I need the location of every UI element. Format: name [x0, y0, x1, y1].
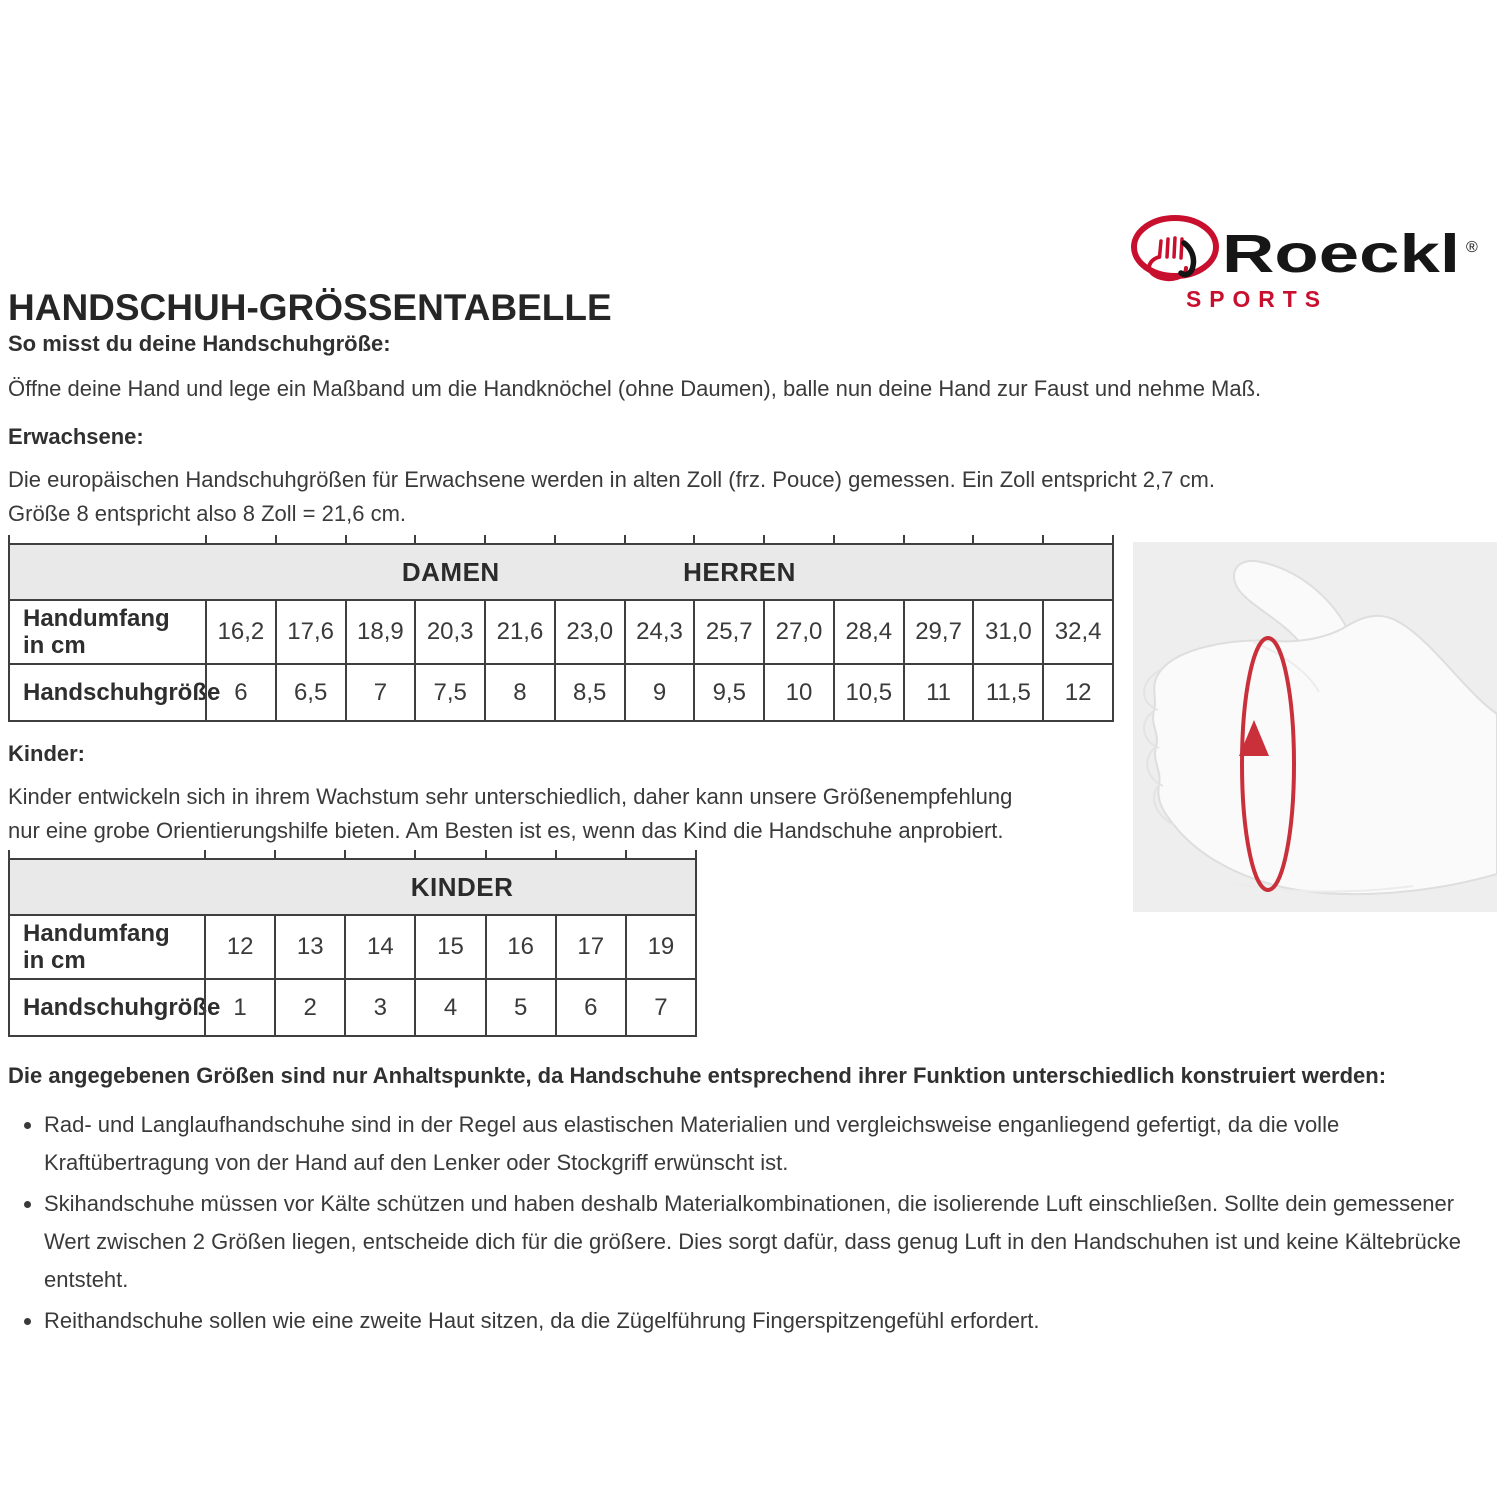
- kids-section: [8, 740, 1498, 848]
- circumference-cell: 16,2: [205, 601, 275, 663]
- circumference-cell: 12: [204, 916, 274, 978]
- circumference-cell: 31,0: [972, 601, 1042, 663]
- roeckl-sports-logo: [1128, 214, 1493, 316]
- glove-size-cell: 6,5: [275, 665, 345, 720]
- table-top-ticks: [10, 535, 1112, 543]
- circumference-cell: 23,0: [554, 601, 624, 663]
- circumference-cell: 32,4: [1042, 601, 1112, 663]
- table-top-ticks: [10, 850, 695, 858]
- kids-circumference-row: [10, 916, 695, 978]
- glove-size-cell: 9: [624, 665, 694, 720]
- glove-size-cell: 8,5: [554, 665, 624, 720]
- measure-section: [8, 330, 1498, 406]
- circumference-row-label: Handumfang in cm: [23, 920, 170, 974]
- circumference-cell: 19: [625, 916, 695, 978]
- roeckl-logo-graphic: [1128, 214, 1493, 316]
- circumference-cell: 14: [344, 916, 414, 978]
- circumference-cell: 24,3: [624, 601, 694, 663]
- glove-size-cell: 10,5: [833, 665, 903, 720]
- glove-size-row-label: Handschuhgröße: [23, 679, 221, 706]
- circumference-cell: 13: [274, 916, 344, 978]
- glove-size-cell: 12: [1042, 665, 1112, 720]
- glove-size-cell: 4: [414, 980, 484, 1035]
- glove-size-cell: 8: [484, 665, 554, 720]
- notes-heading: Die angegebenen Größen sind nur Anhaltspunkte, da Handschuhe entsprechend ihrer Funktion unterschiedlich konstruiert werden:: [8, 1063, 1387, 1088]
- adults-size-table: [8, 535, 1114, 722]
- measure-heading: So misst du deine Handschuhgröße:: [8, 331, 391, 356]
- page-title: HANDSCHUH-GRÖSSENTABELLE: [8, 286, 612, 328]
- herren-header-label: HERREN: [683, 557, 796, 587]
- circumference-cell: 28,4: [833, 601, 903, 663]
- bullet-item: • Reithandschuhe sollen wie eine zweite Haut sitzen, da die Zügelführung Fingerspitzengefühl erfordert.: [44, 1302, 1498, 1340]
- adults-section: [8, 423, 1498, 531]
- circumference-row-label: Handumfang in cm: [23, 605, 170, 659]
- adults-heading: Erwachsene:: [8, 424, 144, 449]
- circumference-cell: 15: [414, 916, 484, 978]
- glove-size-cell: 7,5: [414, 665, 484, 720]
- adults-text-line1: Die europäischen Handschuhgrößen für Erwachsene werden in alten Zoll (frz. Pouce) gemessen. Ein Zoll entspricht 2,7 cm.: [8, 467, 1215, 492]
- glove-size-cell: 2: [274, 980, 344, 1035]
- bullet-item: • Skihandschuhe müssen vor Kälte schützen und haben deshalb Materialkombinationen, die isolierende Luft einschließen. Sollte dein gemessener Wert zwischen 2 Größen liegen, entscheide dich für die größere. Dies sorgt dafür, dass genug Luft in den Handschuhen ist und keine Kältebrücke entsteht.: [44, 1185, 1498, 1299]
- hand-photo: [1133, 542, 1497, 912]
- glove-size-cell: 10: [763, 665, 833, 720]
- notes-bullet-list: [8, 1106, 1498, 1340]
- glove-size-cell: 7: [625, 980, 695, 1035]
- kids-glove-size-row: [10, 978, 695, 1035]
- glove-size-cell: 1: [204, 980, 274, 1035]
- adults-text-line2: Größe 8 entspricht also 8 Zoll = 21,6 cm.: [8, 501, 407, 526]
- glove-size-cell: 11: [903, 665, 973, 720]
- adults-glove-size-row: [10, 663, 1112, 720]
- circumference-cell: 17,6: [275, 601, 345, 663]
- circumference-cell: 17: [555, 916, 625, 978]
- glove-size-cell: 7: [345, 665, 415, 720]
- glove-size-row-label: Handschuhgröße: [23, 994, 221, 1021]
- kinder-header-label: KINDER: [410, 872, 514, 902]
- glove-size-cell: 5: [485, 980, 555, 1035]
- adults-circumference-row: [10, 601, 1112, 663]
- kids-text-line2: nur eine grobe Orientierungshilfe bieten. Am Besten ist es, wenn das Kind die Handschuhe anprobiert.: [8, 818, 1004, 843]
- circumference-cell: 20,3: [414, 601, 484, 663]
- glove-size-cell: 6: [555, 980, 625, 1035]
- hand-measuring-figure: [1133, 542, 1497, 912]
- roeckl-emblem-icon: [1134, 218, 1216, 279]
- kids-text-line1: Kinder entwickeln sich in ihrem Wachstum sehr unterschiedlich, daher kann unsere Größenempfehlung: [8, 784, 1013, 809]
- measure-body: Öffne deine Hand und lege ein Maßband um die Handknöchel (ohne Daumen), balle nun deine Hand zur Faust und nehme Maß.: [8, 376, 1262, 401]
- circumference-cell: 18,9: [345, 601, 415, 663]
- kids-heading: Kinder:: [8, 741, 85, 766]
- brand-wordmark: Roeckl: [1222, 224, 1460, 284]
- registered-trademark-symbol: ®: [1466, 239, 1478, 256]
- circumference-cell: 25,7: [693, 601, 763, 663]
- glove-size-cell: 11,5: [972, 665, 1042, 720]
- circumference-cell: 16: [485, 916, 555, 978]
- kids-table-group-header: [10, 858, 695, 916]
- circumference-cell: 21,6: [484, 601, 554, 663]
- circumference-cell: 29,7: [903, 601, 973, 663]
- glove-size-cell: 3: [344, 980, 414, 1035]
- notes-section: [8, 1062, 1498, 1343]
- circumference-cell: 27,0: [763, 601, 833, 663]
- glove-size-cell: 6: [205, 665, 275, 720]
- kids-size-table: [8, 850, 697, 1037]
- damen-header-label: DAMEN: [401, 557, 500, 587]
- bullet-item: • Rad- und Langlaufhandschuhe sind in der Regel aus elastischen Materialien und vergleichsweise enganliegend gefertigt, da die volle Kraftübertragung von der Hand auf den Lenker oder Stockgriff erwünscht ist.: [44, 1106, 1498, 1182]
- glove-size-cell: 9,5: [693, 665, 763, 720]
- adults-table-group-header: [10, 543, 1112, 601]
- subbrand-wordmark: SPORTS: [1186, 286, 1328, 312]
